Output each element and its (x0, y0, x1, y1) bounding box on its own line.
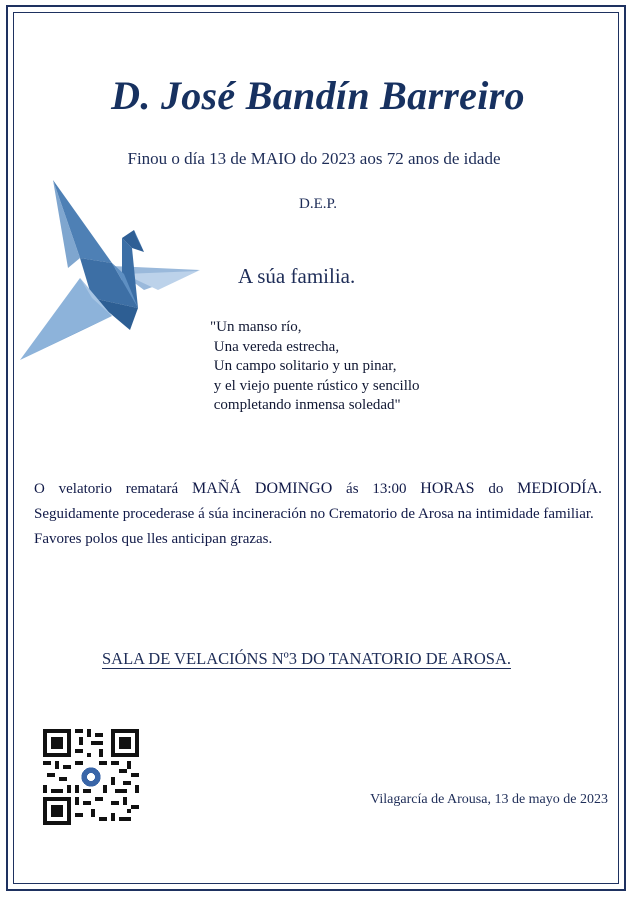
poem-line: completando inmensa soledad" (210, 397, 401, 413)
wake-details (34, 476, 602, 552)
qr-code-icon[interactable] (43, 729, 139, 825)
wake-end-paragraph (34, 476, 602, 502)
venue-hall: SALA DE VELACIÓNS Nº3 DO TANATORIO DE AROSA. (102, 649, 511, 668)
poem-line: Un campo solitario y un pinar, (210, 358, 397, 374)
poem-line: y el viejo puente rústico y sencillo (210, 377, 420, 394)
wake-text: O velatorio rematará (34, 481, 192, 497)
poem (210, 318, 420, 416)
wake-text-do: do (474, 481, 518, 497)
wake-time: ás 13:00 (332, 481, 421, 497)
wake-midday: MEDIODÍA. (517, 480, 602, 497)
poem-line: "Un manso río, (210, 319, 302, 335)
deceased-name: D. José Bandín Barreiro (111, 73, 525, 118)
family-signature: A súa familia. (238, 264, 356, 288)
death-date-line: Finou o día 13 de MAIO do 2023 aos 72 anos de idade (127, 149, 501, 168)
dep-abbreviation: D.E.P. (299, 196, 337, 212)
cremation-paragraph: Seguidamente procederase á súa incineración no Crematorio de Arosa na intimidade familiar. (34, 506, 594, 522)
origami-crane-icon (20, 178, 202, 364)
wake-hours: HORAS (420, 480, 475, 497)
place-and-date: Vilagarcía de Arousa, 13 de mayo de 2023 (370, 792, 608, 807)
poem-line: Una vereda estrecha, (210, 338, 340, 355)
wake-day: MAÑÁ DOMINGO (191, 480, 333, 497)
thanks-paragraph: Favores polos que lles anticipan grazas. (34, 531, 273, 547)
